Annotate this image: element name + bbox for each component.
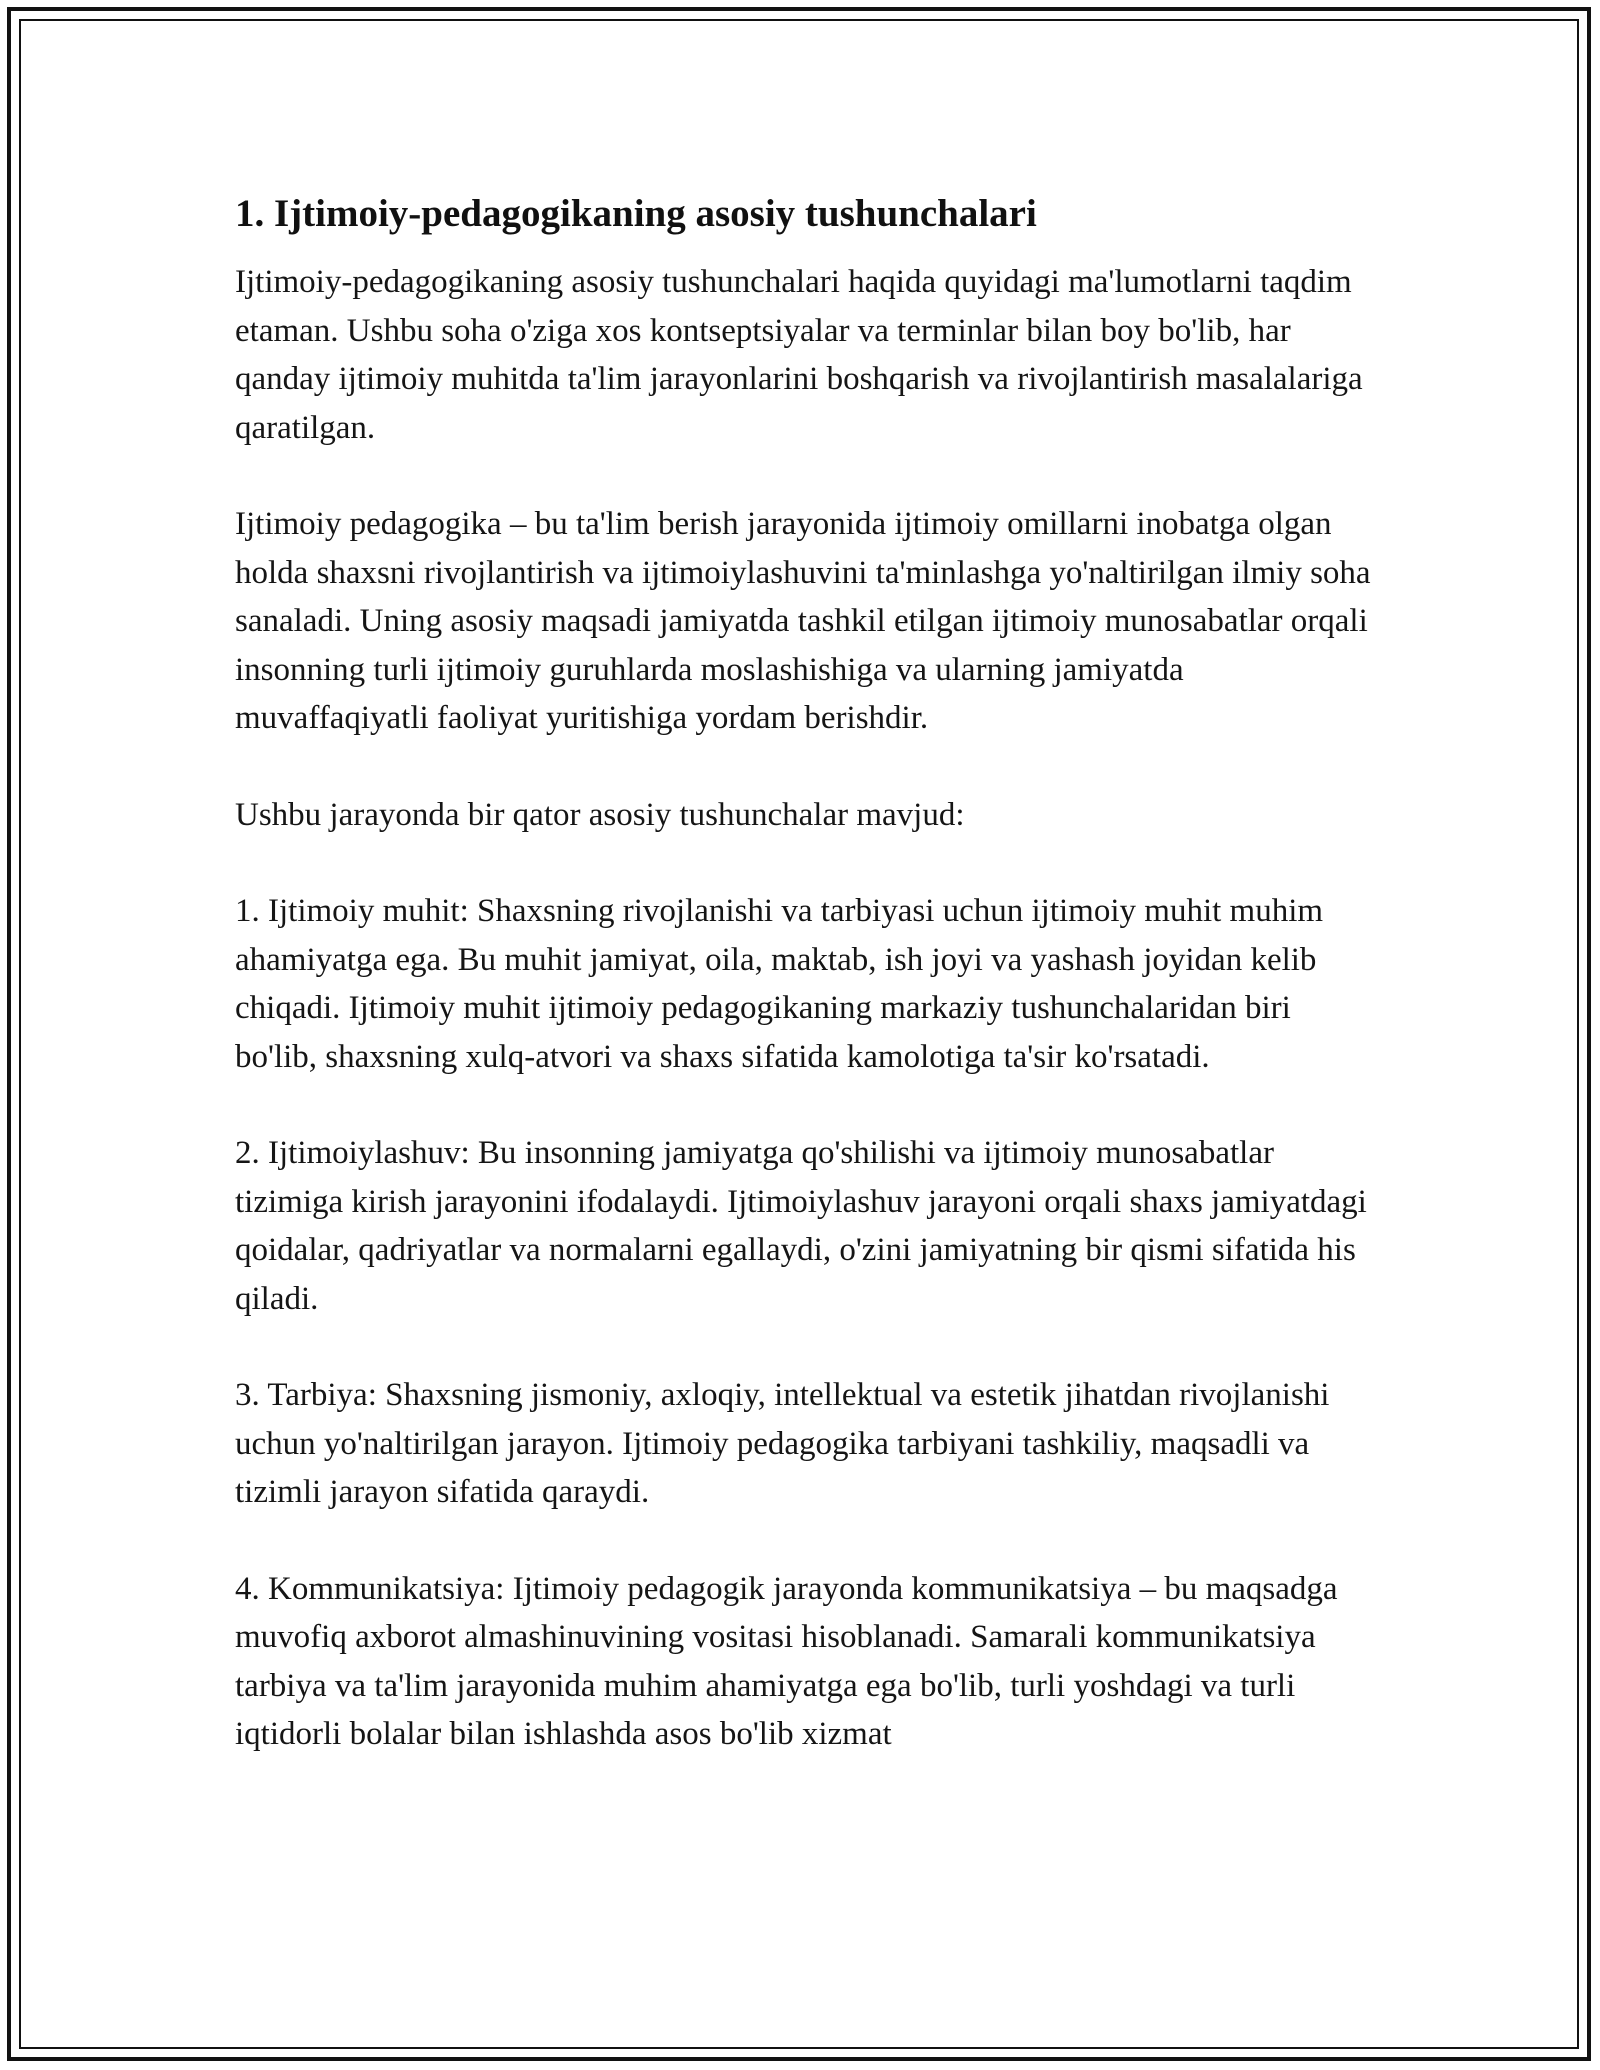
paragraph-item-4: 4. Kommunikatsiya: Ijtimoiy pedagogik jarayonda kommunikatsiya – bu maqsadga muvofiq axborot almashinuvining vositasi hisoblanadi. Samarali kommunikatsiya tarbiya va ta'lim jarayonida muhim ahamiyatga ega bo'lib, turli yoshdagi va turli iqtidorli bolalar bilan ishlashda asos bo'lib xizmat [235, 1570, 1338, 1752]
paragraph-item-2: 2. Ijtimoiylashuv: Bu insonning jamiyatga qo'shilishi va ijtimoiy munosabatlar tizimiga kirish jarayonini ifodalaydi. Ijtimoiylashuv jarayoni orqali shaxs jamiyatdagi qoidalar, qadriyatlar va normalarni egallaydi, o'zini jamiyatning bir qismi sifatida his qiladi. [235, 1135, 1367, 1317]
paragraph-intro: Ijtimoiy-pedagogikaning asosiy tushunchalari haqida quyidagi ma'lumotlarni taqdim etaman. Ushbu soha o'ziga xos kontseptsiyalar va terminlar bilan boy bo'lib, har qanday ijtimoiy muhitda ta'lim jarayonlarini boshqarish va rivojlantirish masalalariga qaratilgan. [235, 264, 1363, 446]
document-body [235, 190, 1375, 1807]
section-title: 1. Ijtimoiy-pedagogikaning asosiy tushunchalari [235, 192, 1037, 235]
paragraph-item-1: 1. Ijtimoiy muhit: Shaxsning rivojlanishi va tarbiyasi uchun ijtimoiy muhit muhim ahamiyatga ega. Bu muhit jamiyat, oila, maktab, ish joyi va yashash joyidan kelib chiqadi. Ijtimoiy muhit ijtimoiy pedagogikaning markaziy tushunchalaridan biri bo'lib, shaxsning xulq-atvori va shaxs sifatida kamolotiga ta'sir ko'rsatadi. [235, 893, 1324, 1075]
paragraph-definition: Ijtimoiy pedagogika – bu ta'lim berish jarayonida ijtimoiy omillarni inobatga olgan holda shaxsni rivojlantirish va ijtimoiylashuvini ta'minlashga yo'naltirilgan ilmiy soha sanaladi. Uning asosiy maqsadi jamiyatda tashkil etilgan ijtimoiy munosabatlar orqali insonning turli ijtimoiy guruhlarda moslashishiga va ularning jamiyatda muvaffaqiyatli faoliyat yuritishiga yordam berishdir. [235, 506, 1371, 736]
paragraph-item-3: 3. Tarbiya: Shaxsning jismoniy, axloqiy, intellektual va estetik jihatdan rivojlanishi uchun yo'naltirilgan jarayon. Ijtimoiy pedagogika tarbiyani tashkiliy, maqsadli va tizimli jarayon sifatida qaraydi. [235, 1377, 1330, 1510]
paragraph-lead-in: Ushbu jarayonda bir qator asosiy tushunchalar mavjud: [235, 796, 965, 833]
